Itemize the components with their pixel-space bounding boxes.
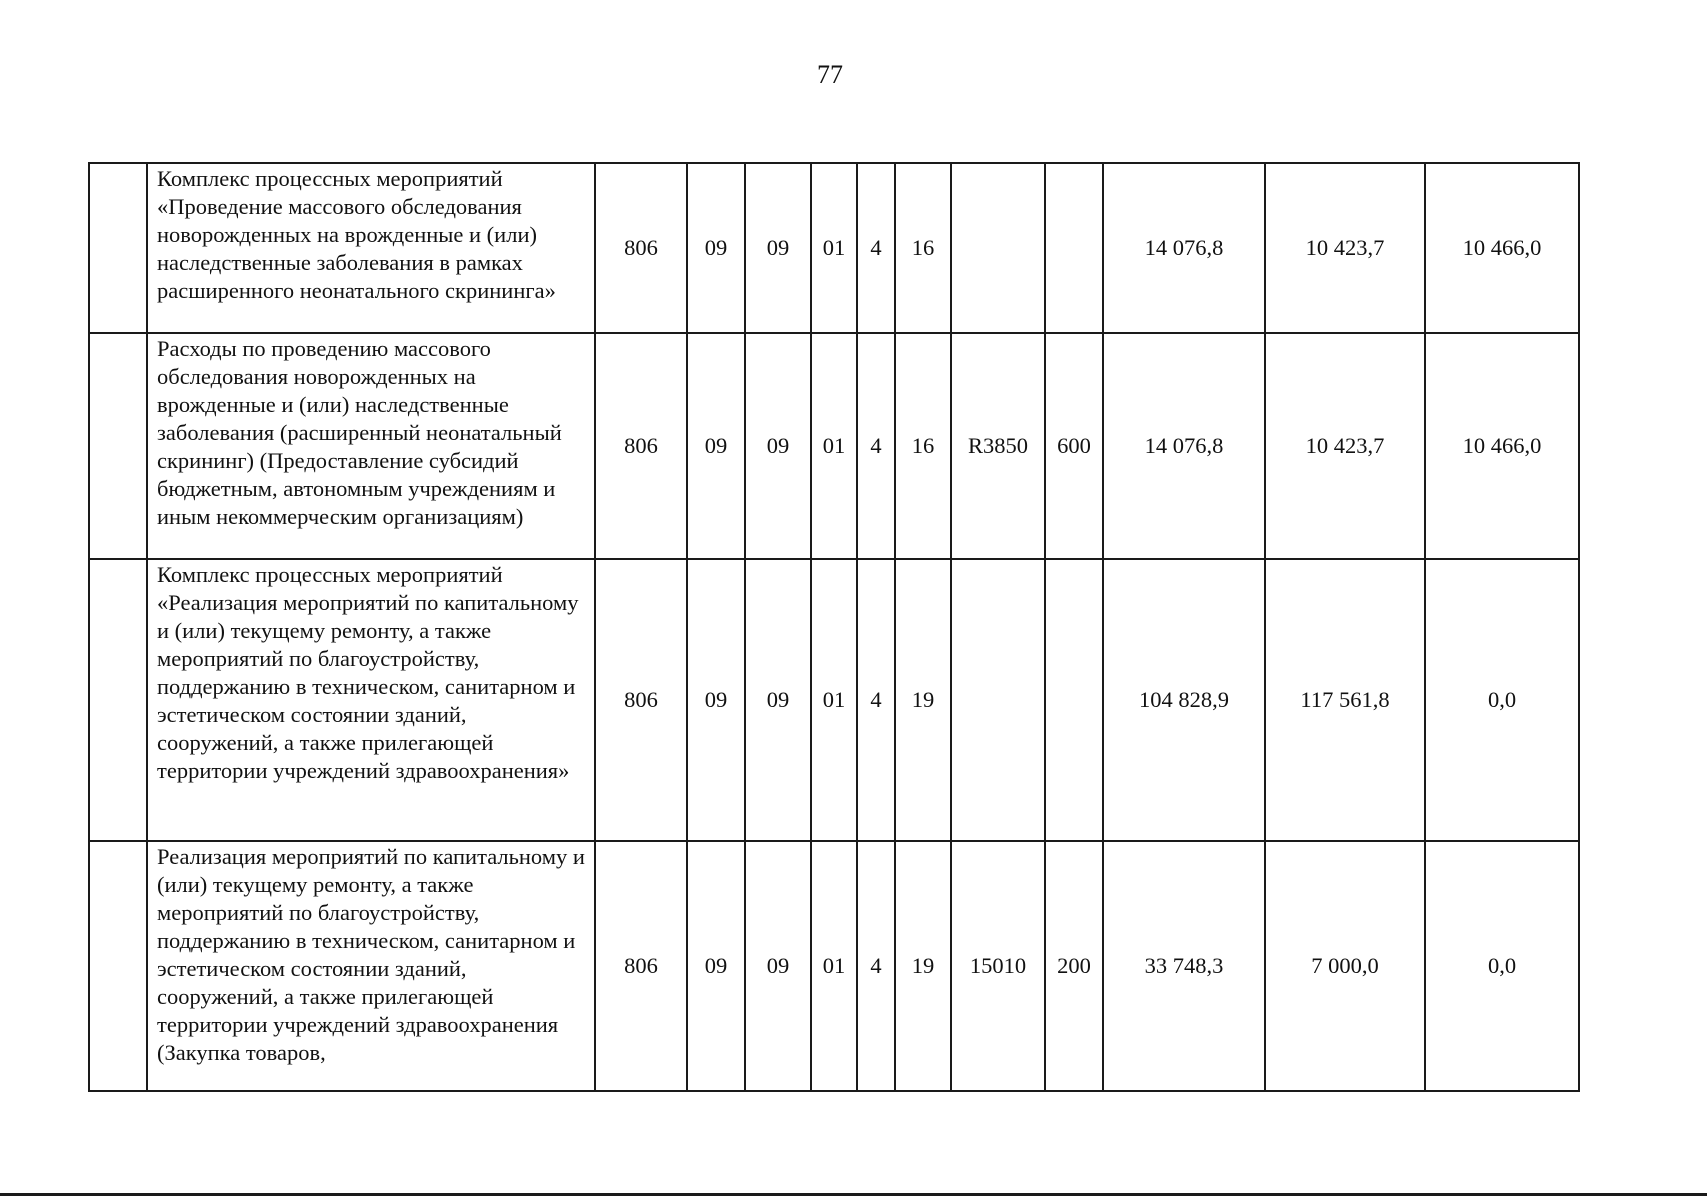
row-number-cell xyxy=(89,163,147,333)
amount-year-3-cell: 0,0 xyxy=(1425,841,1579,1091)
program-cell: 01 xyxy=(811,333,857,559)
amount-year-1-cell: 33 748,3 xyxy=(1103,841,1265,1091)
table-row xyxy=(89,163,1579,333)
expense-type-cell xyxy=(1045,559,1103,841)
amount-year-2-cell: 7 000,0 xyxy=(1265,841,1425,1091)
row-number-cell xyxy=(89,559,147,841)
amount-year-1-cell: 14 076,8 xyxy=(1103,163,1265,333)
description-cell: Комплекс процессных мероприятий «Проведение массового обследования новорожденных на врожденные и (или) наследственные заболевания в рамках расширенного неонатального скрининга» xyxy=(147,163,595,333)
amount-year-2-cell: 10 423,7 xyxy=(1265,163,1425,333)
description-cell: Комплекс процессных мероприятий «Реализация мероприятий по капитальному и (или) текущему ремонту, а также мероприятий по благоустройству, поддержанию в техническом, санитарном и эстетическом состоянии зданий, сооружений, а также прилегающей территории учреждений здравоохранения» xyxy=(147,559,595,841)
expense-type-cell xyxy=(1045,163,1103,333)
complex-cell: 19 xyxy=(895,559,951,841)
ministry-code-cell: 806 xyxy=(595,163,687,333)
section-cell: 09 xyxy=(687,333,745,559)
row-number-cell xyxy=(89,333,147,559)
page-bottom-rule xyxy=(0,1193,1707,1196)
budget-table xyxy=(88,162,1580,1092)
amount-year-2-cell: 117 561,8 xyxy=(1265,559,1425,841)
complex-cell: 16 xyxy=(895,333,951,559)
section-cell: 09 xyxy=(687,163,745,333)
amount-year-1-cell: 104 828,9 xyxy=(1103,559,1265,841)
amount-year-3-cell: 10 466,0 xyxy=(1425,333,1579,559)
target-code-cell xyxy=(951,163,1045,333)
program-type-cell: 4 xyxy=(857,333,895,559)
amount-year-1-cell: 14 076,8 xyxy=(1103,333,1265,559)
section-cell: 09 xyxy=(687,841,745,1091)
page-number: 77 xyxy=(817,60,843,89)
table-row xyxy=(89,559,1579,841)
program-cell: 01 xyxy=(811,559,857,841)
description-cell: Расходы по проведению массового обследования новорожденных на врожденные и (или) наследственные заболевания (расширенный неонатальный скрининг) (Предоставление субсидий бюджетным, автономным учреждениям и иным некоммерческим организациям) xyxy=(147,333,595,559)
row-number-cell xyxy=(89,841,147,1091)
subsection-cell: 09 xyxy=(745,333,811,559)
description-cell: Реализация мероприятий по капитальному и (или) текущему ремонту, а также мероприятий по благоустройству, поддержанию в техническом, санитарном и эстетическом состоянии зданий, сооружений, а также прилегающей территории учреждений здравоохранения (Закупка товаров, xyxy=(147,841,595,1091)
ministry-code-cell: 806 xyxy=(595,841,687,1091)
subsection-cell: 09 xyxy=(745,841,811,1091)
program-type-cell: 4 xyxy=(857,559,895,841)
expense-type-cell: 600 xyxy=(1045,333,1103,559)
program-cell: 01 xyxy=(811,841,857,1091)
program-type-cell: 4 xyxy=(857,841,895,1091)
amount-year-3-cell: 0,0 xyxy=(1425,559,1579,841)
complex-cell: 19 xyxy=(895,841,951,1091)
target-code-cell: 15010 xyxy=(951,841,1045,1091)
table-row xyxy=(89,333,1579,559)
table-row xyxy=(89,841,1579,1091)
amount-year-2-cell: 10 423,7 xyxy=(1265,333,1425,559)
program-cell: 01 xyxy=(811,163,857,333)
complex-cell: 16 xyxy=(895,163,951,333)
ministry-code-cell: 806 xyxy=(595,559,687,841)
section-cell: 09 xyxy=(687,559,745,841)
subsection-cell: 09 xyxy=(745,559,811,841)
subsection-cell: 09 xyxy=(745,163,811,333)
amount-year-3-cell: 10 466,0 xyxy=(1425,163,1579,333)
program-type-cell: 4 xyxy=(857,163,895,333)
target-code-cell: R3850 xyxy=(951,333,1045,559)
ministry-code-cell: 806 xyxy=(595,333,687,559)
expense-type-cell: 200 xyxy=(1045,841,1103,1091)
target-code-cell xyxy=(951,559,1045,841)
